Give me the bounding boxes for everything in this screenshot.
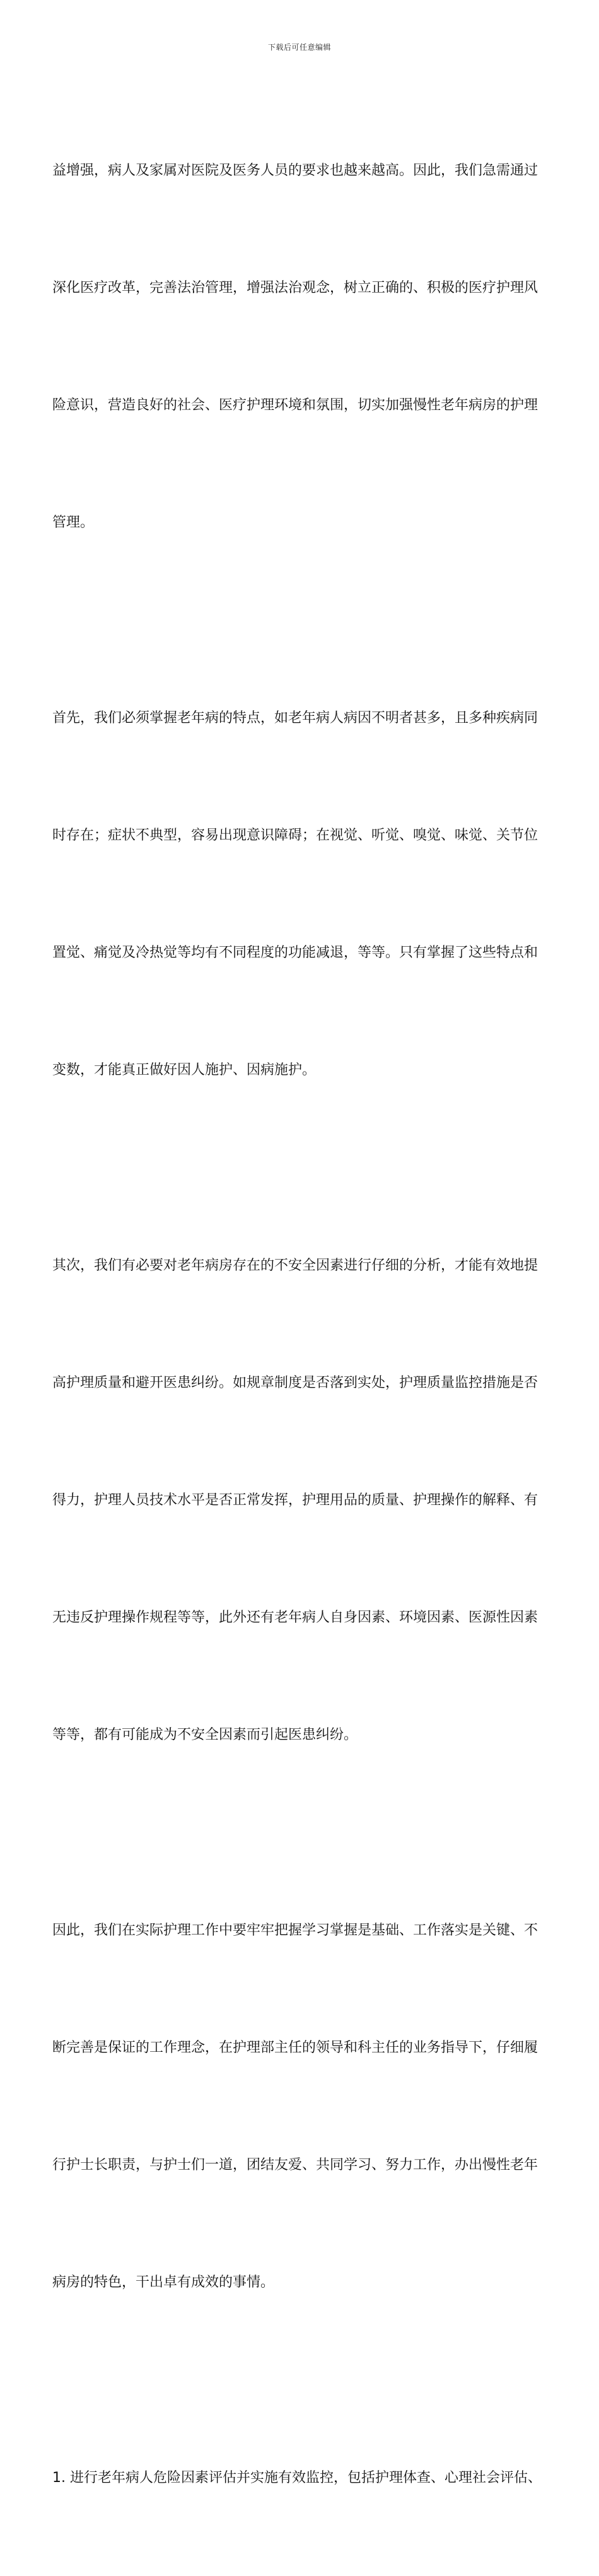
text-line: 首先，我们必须掌握老年病的特点，如老年病人病因不明者甚多，且多种疾病同 (52, 710, 538, 726)
text-line: 深化医疗改革，完善法治管理，增强法治观念，树立正确的、积极的医疗护理风 (52, 280, 538, 296)
paragraph-5 (52, 2380, 550, 2576)
text-line: 无违反护理操作规程等等，此外还有老年病人自身因素、环境因素、医源性因素 (52, 1610, 538, 1625)
text-line: 益增强，病人及家属对医院及医务人员的要求也越来越高。因此，我们急需通过 (52, 163, 538, 179)
page-header: 下载后可任意编辑 (267, 43, 331, 52)
text-line: 因此，我们在实际护理工作中要牢牢把握学习掌握是基础、工作落实是关键、不 (52, 1923, 538, 1938)
text-line: 病房的特色，干出卓有成效的事情。 (52, 2274, 275, 2290)
text-line: 得力，护理人员技术水平是否正常发挥，护理用品的质量、护理操作的解释、有 (52, 1492, 538, 1508)
document-body (52, 73, 550, 2576)
text-line: 断完善是保证的工作理念，在护理部主任的领导和科主任的业务指导下，仔细履 (52, 2040, 538, 2056)
text-line: 其次，我们有必要对老年病房存在的不安全因素进行仔细的分析，才能有效地提 (52, 1258, 538, 1273)
text-line: 高护理质量和避开医患纠纷。如规章制度是否落到实处，护理质量监控措施是否 (52, 1375, 538, 1391)
text-line: 1. 进行老年病人危险因素评估并实施有效监控，包括护理体查、心理社会评估、 (52, 2470, 542, 2486)
text-line: 置觉、痛觉及冷热觉等均有不同程度的功能减退，等等。只有掌握了这些特点和 (52, 945, 538, 961)
text-line: 行护士长职责，与护士们一道，团结友爱、共同学习、努力工作，办出慢性老年 (52, 2157, 538, 2173)
text-line: 管理。 (52, 515, 95, 530)
paragraph-3 (52, 1168, 550, 1833)
paragraph-1 (52, 73, 550, 621)
text-line: 险意识，营造良好的社会、医疗护理环境和氛围，切实加强慢性老年病房的护理 (52, 397, 538, 413)
paragraph-2 (52, 621, 550, 1168)
paragraph-4 (52, 1833, 550, 2380)
text-line: 变数，才能真正做好因人施护、因病施护。 (52, 1062, 317, 1078)
text-line: 等等，都有可能成为不安全因素而引起医患纠纷。 (52, 1727, 358, 1743)
text-line: 时存在；症状不典型，容易出现意识障碍；在视觉、听觉、嗅觉、味觉、关节位 (52, 828, 538, 843)
